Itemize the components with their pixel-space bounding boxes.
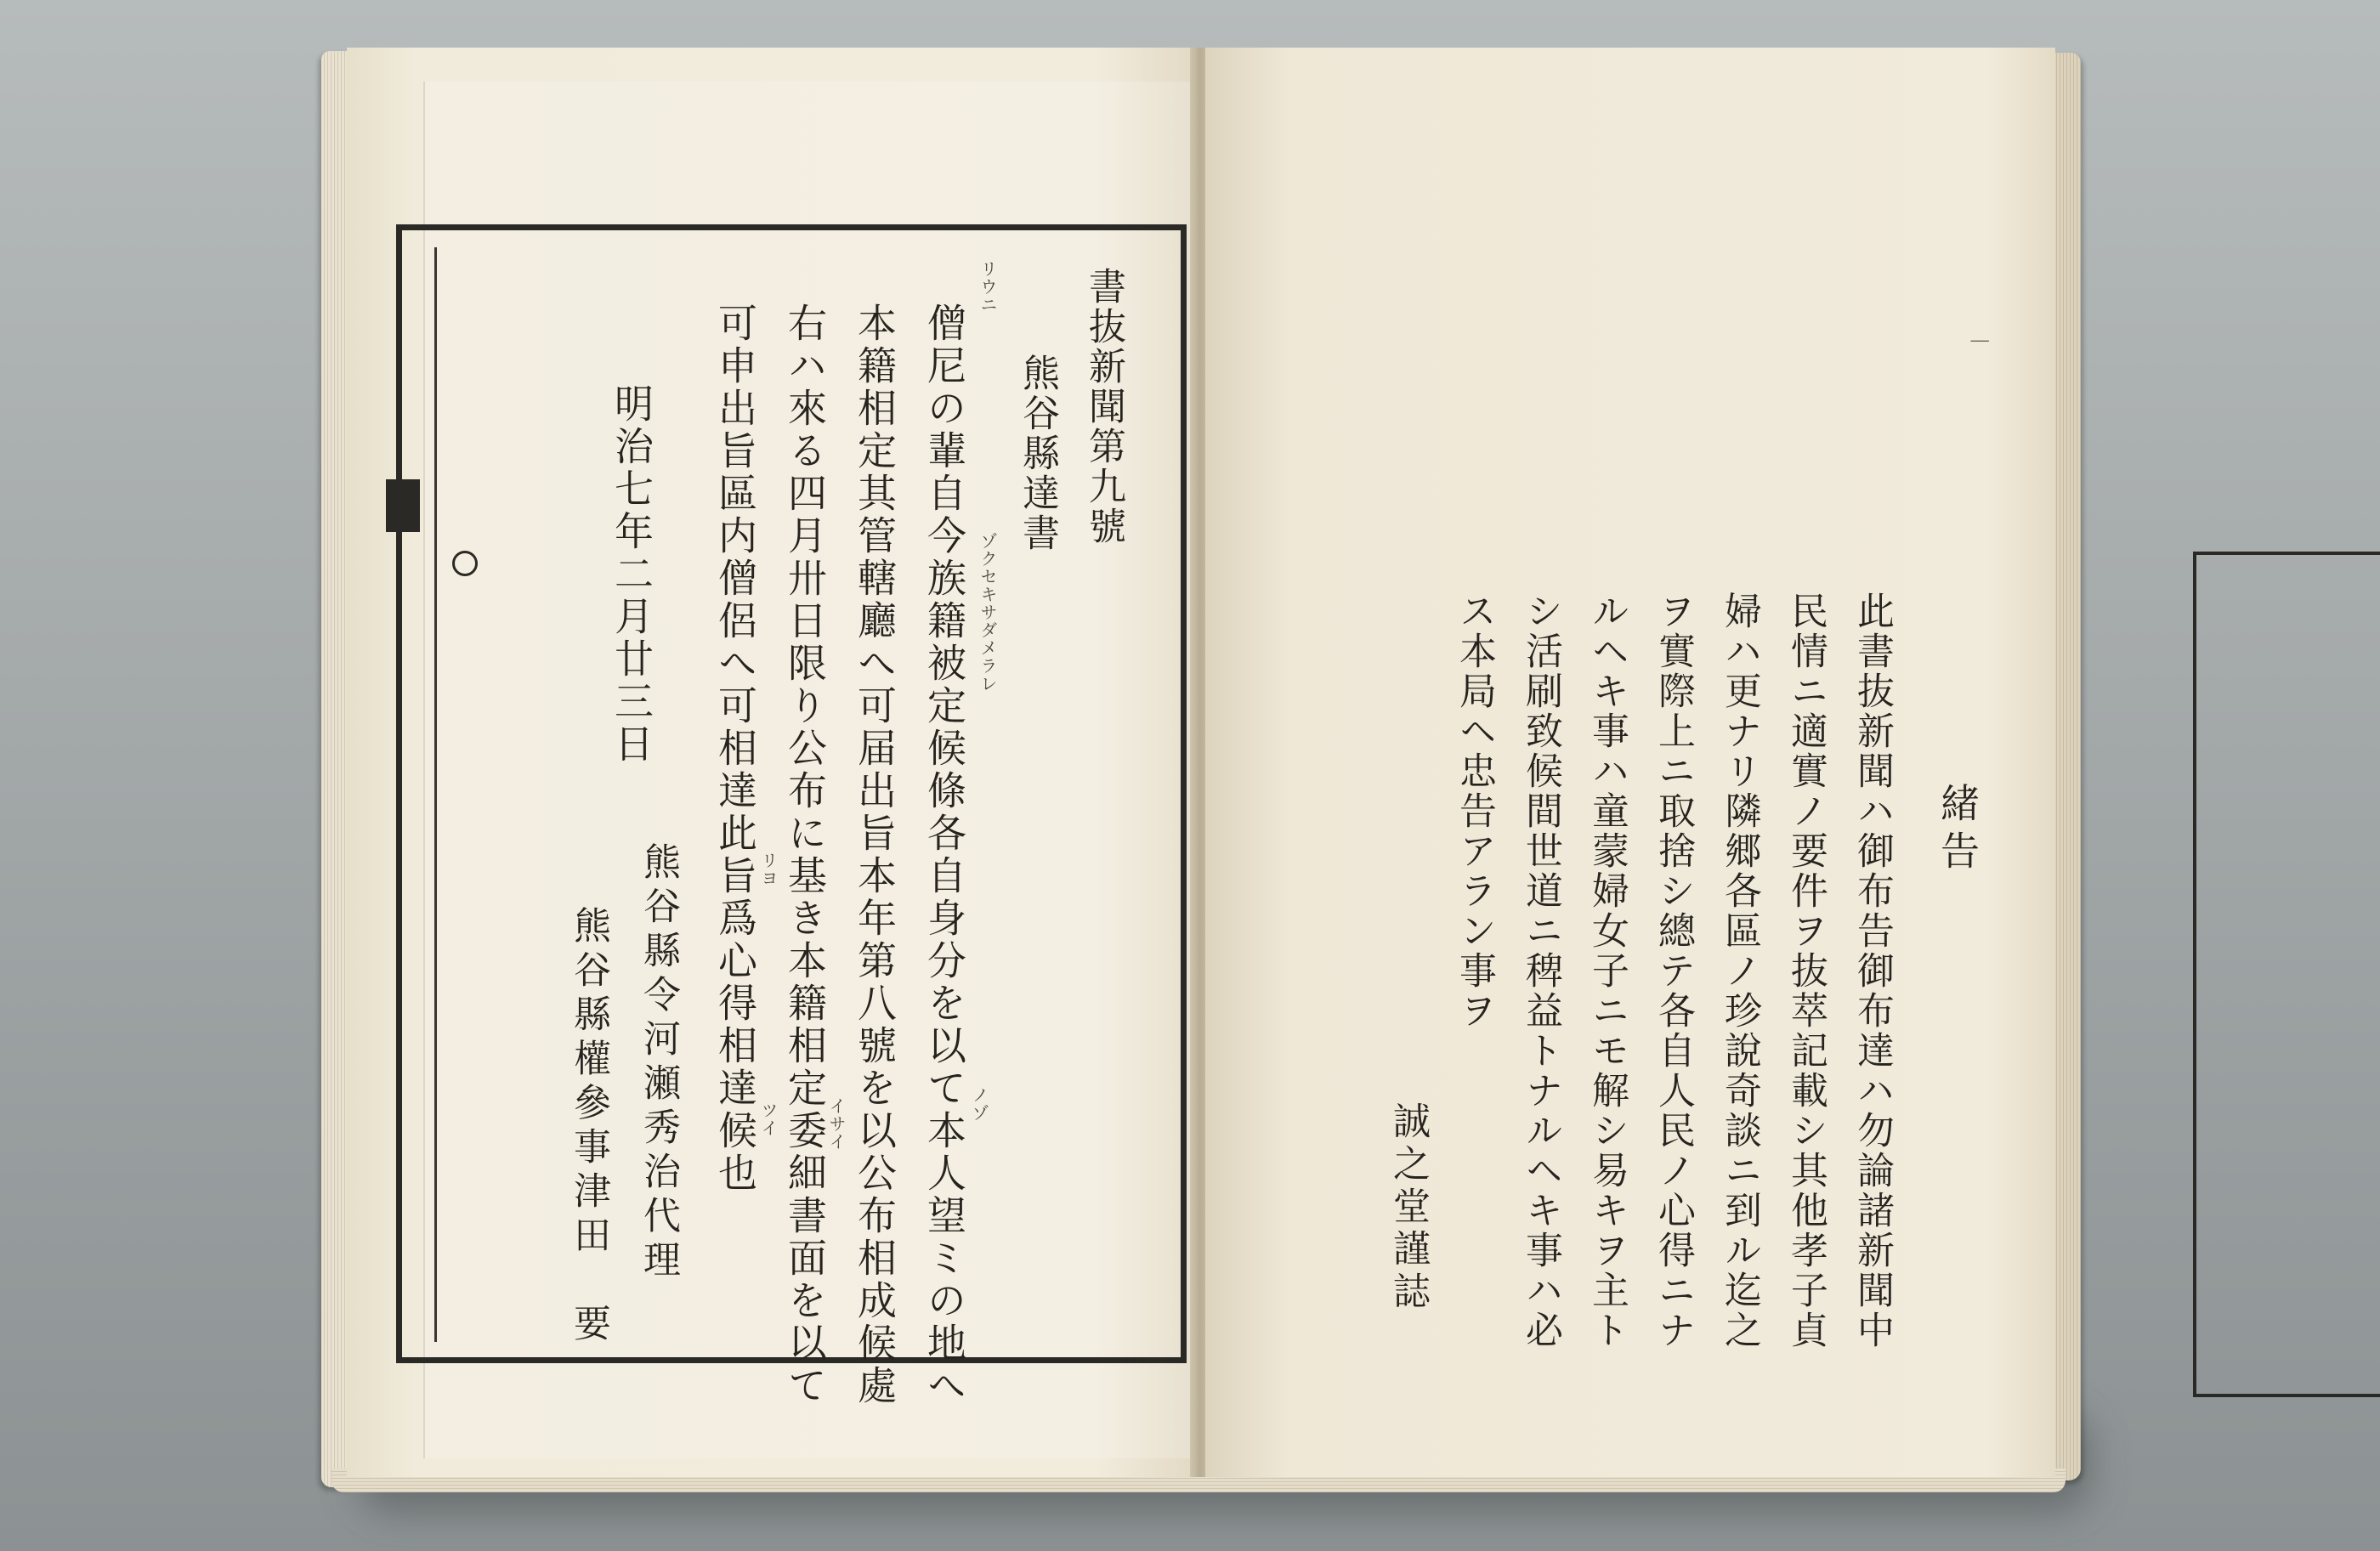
body-column-2: 本籍相定其管轄廳へ可届出旨本年第八號を以公布相成候處 bbox=[852, 303, 898, 1407]
frame-inner-rule bbox=[434, 247, 437, 1342]
ruby-annotation: ツイ bbox=[758, 1101, 779, 1137]
notice-column-2: 民情ニ適實ノ要件ヲ抜萃記載シ其他孝子貞 bbox=[1784, 592, 1828, 1350]
date: 明治七年二月廿三日 bbox=[609, 383, 654, 766]
newspaper-title: 書抜新聞第九號 bbox=[1082, 267, 1125, 546]
ruby-annotation: イサイ bbox=[826, 1097, 847, 1151]
right-page bbox=[1205, 48, 2055, 1477]
notice-column-1: 此書抜新聞ハ御布告御布達ハ勿論諸新聞中 bbox=[1850, 592, 1894, 1350]
right-text-frame bbox=[2193, 552, 2380, 1397]
notice-column-3: 婦ハ更ナリ隣郷各區ノ珍說奇談ニ到ル迄之 bbox=[1718, 592, 1761, 1350]
ruby-annotation: リヨ bbox=[758, 852, 779, 887]
notice-column-5: ルヘキ事ハ童蒙婦女子ニモ解シ易キヲ主ト bbox=[1585, 592, 1629, 1350]
issuer-heading: 熊谷縣達書 bbox=[1016, 354, 1059, 553]
open-book bbox=[321, 41, 2089, 1486]
ruby-annotation: リウニ bbox=[978, 260, 998, 314]
left-page bbox=[347, 48, 1197, 1477]
ruby-annotation: ノゾ bbox=[969, 1086, 989, 1122]
ruby-annotation: ゾクセキサダメラレ bbox=[978, 532, 998, 693]
body-column-1: 僧尼の輩自今族籍被定候條各自身分を以て本人望ミの地へ bbox=[921, 303, 967, 1407]
margin-mark: │ bbox=[1970, 337, 1988, 346]
signature-councillor: 熊谷縣權參事津田 要 bbox=[567, 906, 610, 1348]
body-column-3: 右ハ來る四月卅日限り公布に基き本籍相定委細書面を以て bbox=[782, 303, 828, 1407]
notice-heading: 緒告 bbox=[1935, 783, 1980, 878]
notice-column-7: ス本局ヘ忠告アラン事ヲ bbox=[1453, 592, 1496, 1031]
notice-column-6: シ活刷致候間世道ニ稗益トナルヘキ事ハ必 bbox=[1519, 592, 1562, 1350]
signature-governor: 熊谷縣令河瀬秀治代理 bbox=[637, 842, 680, 1284]
body-column-4: 可申出旨區内僧侶へ可相達此旨爲心得相達候也 bbox=[712, 303, 758, 1195]
notice-signature: 誠之堂謹誌 bbox=[1386, 1101, 1430, 1314]
notice-column-4: ヲ實際上ニ取捨シ總テ各自人民ノ心得ニナ bbox=[1652, 592, 1695, 1350]
